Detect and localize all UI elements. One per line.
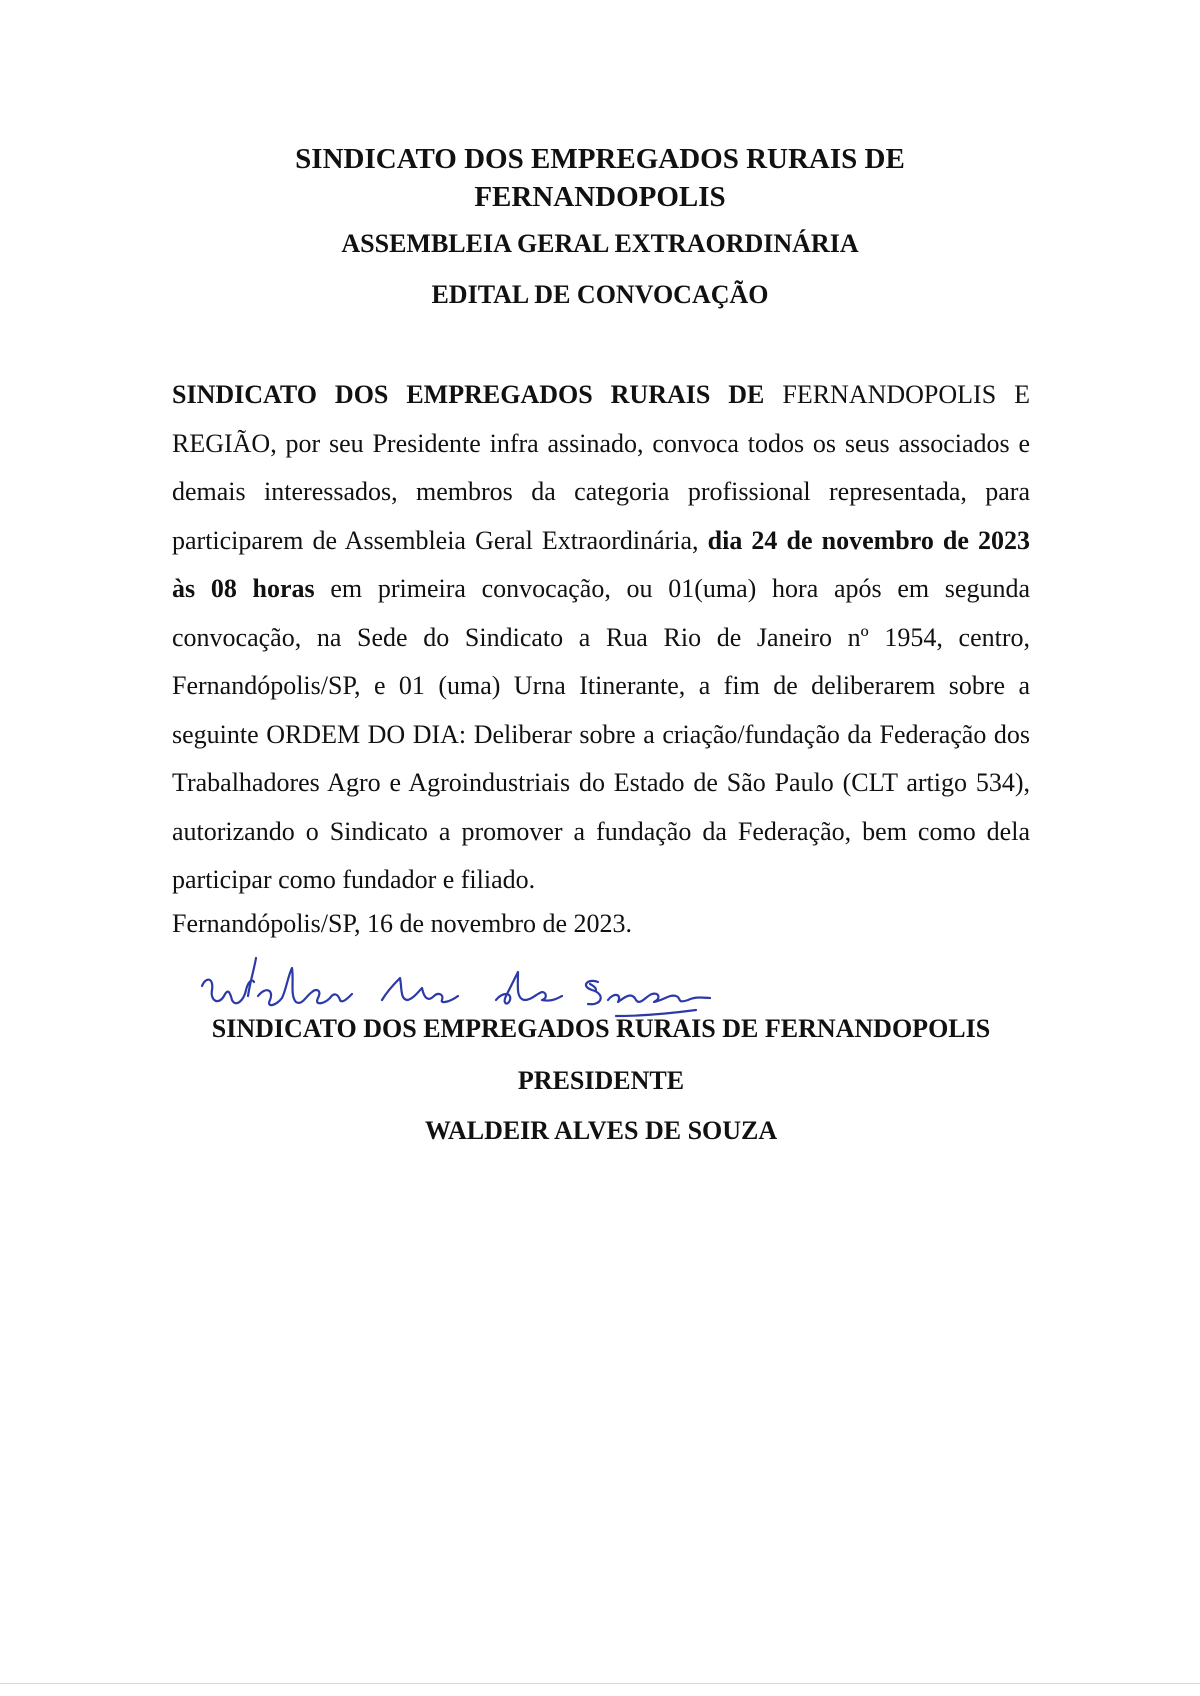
meeting-date-bold: dia 24 de novembro de 2023 às 08 horas [172, 525, 1031, 603]
signature-role: PRESIDENTE [517, 1066, 685, 1095]
signature-org-name: SINDICATO DOS EMPREGADOS RURAIS DE FERNANDOPOLIS [211, 1014, 991, 1043]
org-name-bold: SINDICATO DOS EMPREGADOS RURAIS DE [172, 380, 765, 409]
convocation-text-1: , por seu Presidente infra assinado, convoca todos os seus associados e demais interessados, membros da categoria profissional representada, para participarem de Assembleia Geral Extraordinária, [172, 428, 1030, 555]
convocation-text-2: em primeira convocação, ou 01(uma) hora após em segunda convocação, na Sede do Sindicato a Rua Rio de Janeiro nº 1954, centro, Fernandópolis/SP, e 01 (uma) Urna Itinerante, a fim de deliberarem sobre a seguinte ORDEM DO DIA: Deliberar sobre a criação/fundação da Federação dos Trabalhadores Agro e Agroindustriais do Estado de São Paulo (CLT artigo 534), autorizando o Sindicato a promover a fundação da Federação, bem como dela participar como fundador e filiado. [172, 574, 1030, 894]
signatory-name: WALDEIR ALVES DE SOUZA [424, 1116, 778, 1145]
page-edge-divider [0, 1683, 1200, 1684]
org-name-rest: FERNANDOPOLIS E REGIÃO [172, 380, 1031, 458]
assembly-heading: ASSEMBLEIA GERAL EXTRAORDINÁRIA [341, 229, 859, 258]
notice-heading: EDITAL DE CONVOCAÇÃO [431, 280, 769, 309]
convocation-paragraph [172, 371, 1030, 905]
document-title: SINDICATO DOS EMPREGADOS RURAIS DE FERNANDOPOLIS [295, 143, 905, 213]
place-date-line: Fernandópolis/SP, 16 de novembro de 2023. [172, 909, 633, 938]
